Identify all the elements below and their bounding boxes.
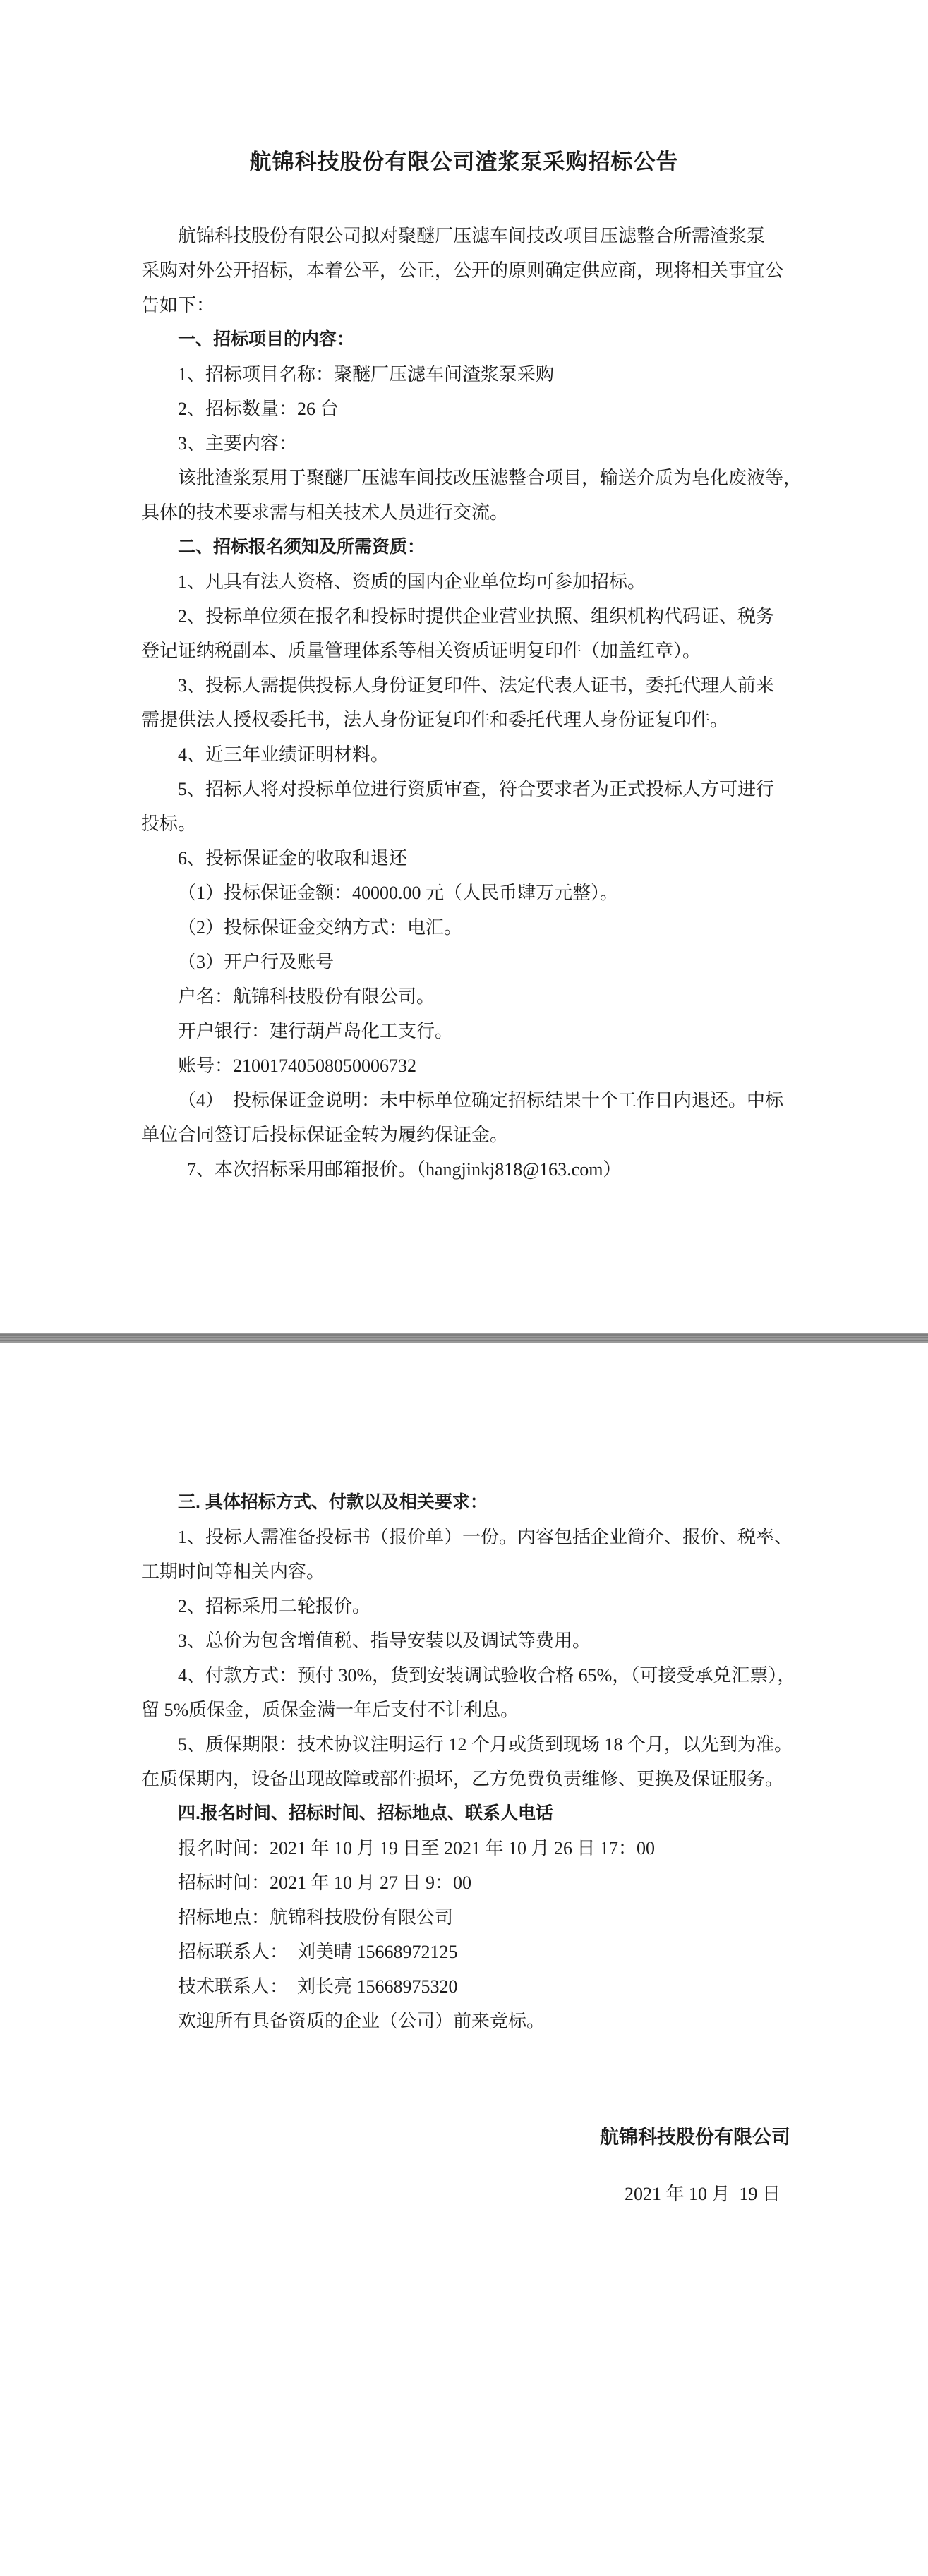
section-top [141, 219, 802, 1187]
section-bottom [141, 1485, 796, 2038]
signature-date: 2021 年 10 月 19 日 [624, 2184, 781, 2204]
doc-line: 一、招标项目的内容： [178, 329, 355, 349]
doc-line: 3、主要内容： [178, 433, 298, 454]
page-break-separator [0, 1333, 928, 1343]
doc-line: 单位合同签订后投标保证金转为履约保证金。 [141, 1125, 509, 1145]
doc-line: 2、招标数量：26 台 [178, 399, 339, 419]
doc-line: 需提供法人授权委托书，法人身份证复印件和委托代理人身份证复印件。 [141, 710, 729, 730]
doc-line: 招标时间：2021 年 10 月 27 日 9：00 [178, 1873, 472, 1893]
doc-line: 1、招标项目名称：聚醚厂压滤车间渣浆泵采购 [178, 364, 555, 385]
page-title: 航锦科技股份有限公司渣浆泵采购招标公告 [249, 150, 679, 174]
doc-line: 账号：21001740508050006732 [178, 1056, 417, 1076]
doc-line: 该批渣浆泵用于聚醚厂压滤车间技改压滤整合项目，输送介质为皂化废液等， [178, 468, 802, 488]
doc-line: 4、近三年业绩证明材料。 [178, 744, 390, 765]
doc-line: 告如下： [141, 295, 215, 315]
doc-line: 四.报名时间、招标时间、招标地点、联系人电话 [178, 1803, 553, 1823]
doc-line: 采购对外公开招标，本着公平，公正，公开的原则确定供应商，现将相关事宜公 [141, 260, 784, 281]
doc-line: 1、凡具有法人资格、资质的国内企业单位均可参加招标。 [178, 572, 646, 592]
doc-line: 投标。 [141, 814, 197, 834]
doc-line: 5、招标人将对投标单位进行资质审查，符合要求者为正式投标人方可进行 [178, 779, 775, 799]
doc-line: 二、招标报名须知及所需资质： [178, 537, 426, 557]
doc-line: 5、质保期限：技术协议注明运行 12 个月或货到现场 18 个月，以先到为准。 [178, 1734, 793, 1755]
doc-line: 开户银行：建行葫芦岛化工支行。 [178, 1021, 454, 1041]
doc-line: 户名：航锦科技股份有限公司。 [178, 986, 435, 1007]
doc-line: 欢迎所有具备资质的企业（公司）前来竞标。 [178, 2011, 546, 2031]
doc-line: 2、投标单位须在报名和投标时提供企业营业执照、组织机构代码证、税务 [178, 606, 775, 627]
doc-line: 技术联系人： 刘长亮 15668975320 [178, 1976, 458, 1997]
signature-block [141, 2120, 790, 2211]
doc-line: 2、招标采用二轮报价。 [178, 1596, 371, 1616]
doc-line: 具体的技术要求需与相关技术人员进行交流。 [141, 502, 509, 523]
doc-line: 1、投标人需准备投标书（报价单）一份。内容包括企业简介、报价、税率、 [178, 1527, 793, 1547]
doc-line: （2）投标保证金交纳方式：电汇。 [178, 917, 463, 938]
doc-line: （3）开户行及账号 [178, 952, 335, 972]
doc-line: 6、投标保证金的收取和退还 [178, 848, 408, 869]
doc-line: 3、投标人需提供投标人身份证复印件、法定代表人证书，委托代理人前来 [178, 675, 775, 696]
doc-line: 报名时间：2021 年 10 月 19 日至 2021 年 10 月 26 日 17：00 [178, 1838, 656, 1858]
doc-line: 招标联系人： 刘美晴 15668972125 [178, 1942, 458, 1962]
doc-line: 在质保期内，设备出现故障或部件损坏，乙方免费负责维修、更换及保证服务。 [141, 1769, 784, 1789]
doc-line: 3、总价为包含增值税、指导安装以及调试等费用。 [178, 1631, 591, 1651]
doc-line: 登记证纳税副本、质量管理体系等相关资质证明复印件（加盖红章）。 [141, 641, 701, 661]
doc-line: 三. 具体招标方式、付款以及相关要求： [178, 1492, 488, 1512]
signature-company: 航锦科技股份有限公司 [600, 2127, 790, 2148]
doc-line: 航锦科技股份有限公司拟对聚醚厂压滤车间技改项目压滤整合所需渣浆泵 [178, 226, 766, 246]
doc-line: 4、付款方式：预付 30%，货到安装调试验收合格 65%，（可接受承兑汇票）， [178, 1665, 796, 1686]
doc-line: （4） 投标保证金说明：未中标单位确定招标结果十个工作日内退还。中标 [178, 1090, 784, 1111]
doc-line: 招标地点：航锦科技股份有限公司 [178, 1907, 454, 1928]
doc-line: 留 5%质保金，质保金满一年后支付不计利息。 [141, 1700, 519, 1720]
doc-line: （1）投标保证金额：40000.00 元（人民币肆万元整）。 [178, 883, 619, 903]
doc-line: 7、本次招标采用邮箱报价。（hangjinkj818@163.com） [187, 1159, 622, 1180]
doc-line: 工期时间等相关内容。 [141, 1561, 325, 1582]
